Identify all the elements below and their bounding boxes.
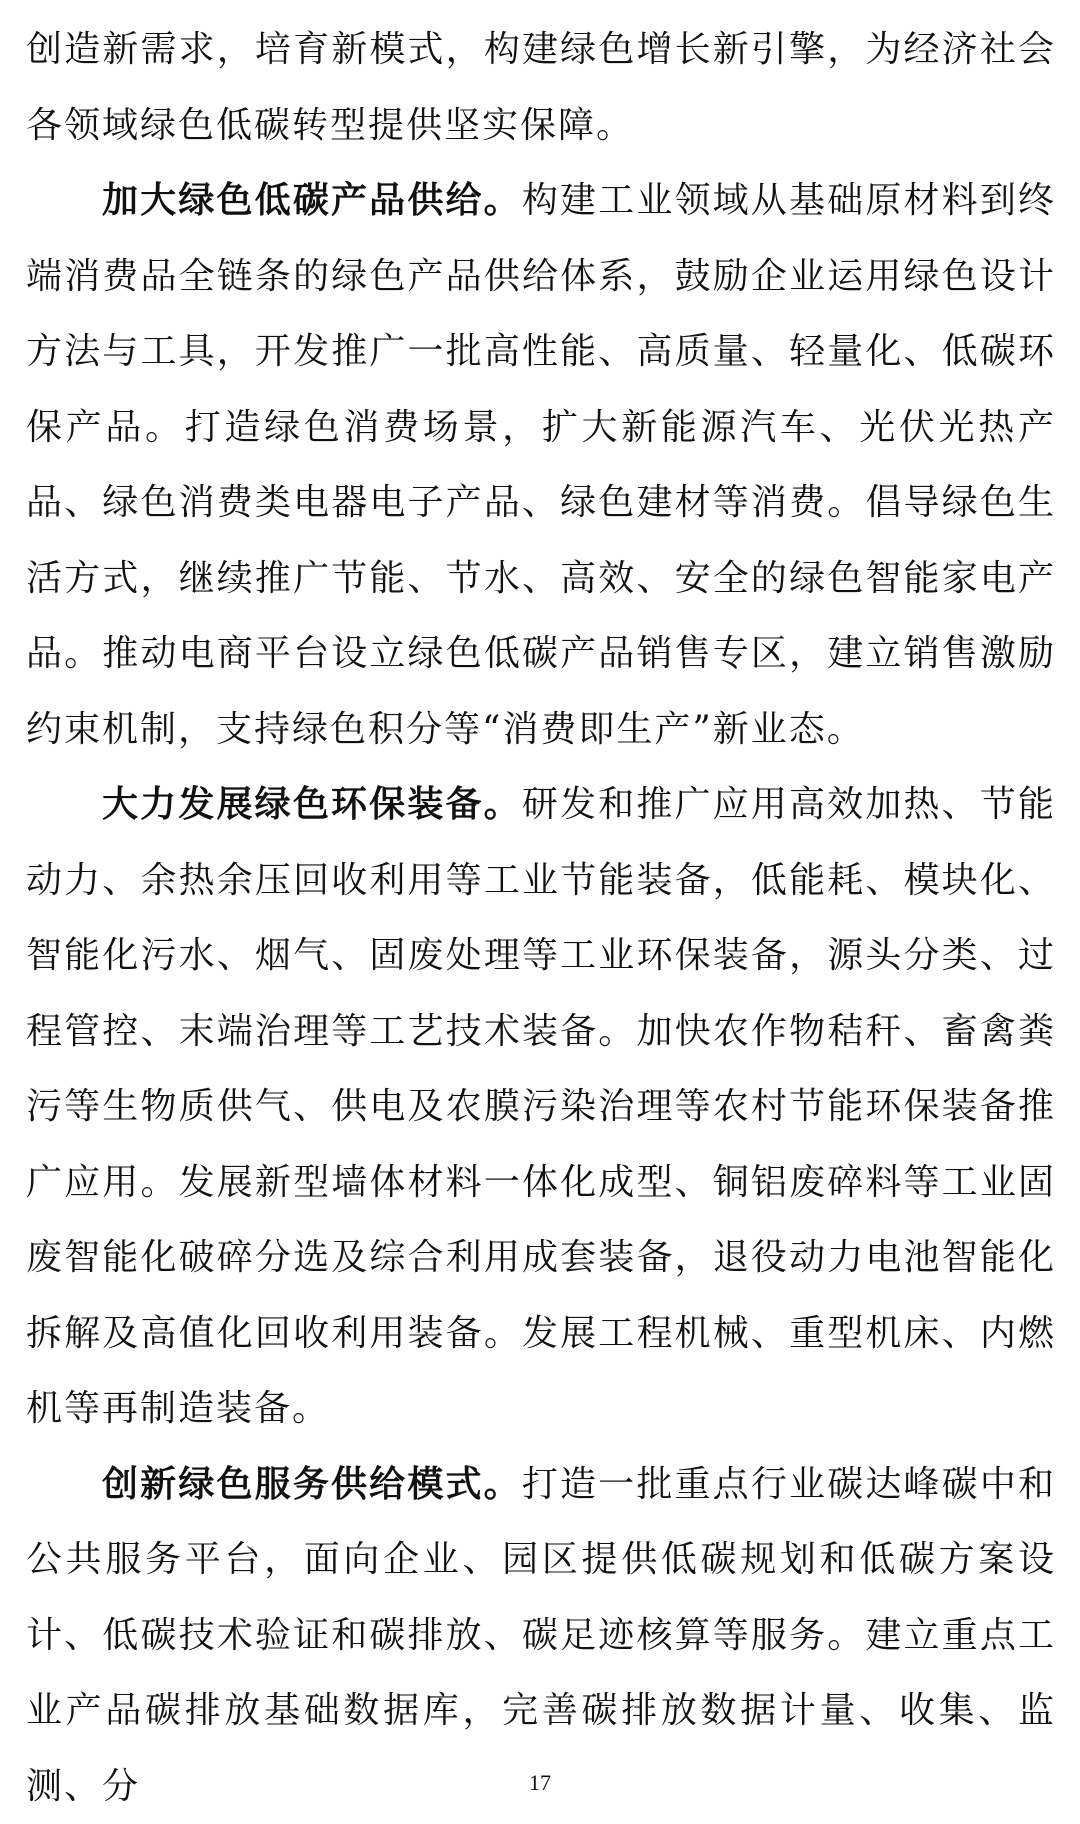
- paragraph-intro: [26, 12, 1056, 163]
- paragraph-green-services: [26, 1447, 1056, 1824]
- page-number: 17: [0, 1770, 1080, 1796]
- paragraph-text: 打造一批重点行业碳达峰碳中和公共服务平台，面向企业、园区提供低碳规划和低碳方案设计、低碳技术验证和碳排放、碳足迹核算等服务。建立重点工业产品碳排放基础数据库，完善碳排放数据计量、收集、监测、分: [26, 1464, 1056, 1807]
- paragraph-text: 构建工业领域从基础原材料到终端消费品全链条的绿色产品供给体系，鼓励企业运用绿色设计方法与工具，开发推广一批高性能、高质量、轻量化、低碳环保产品。打造绿色消费场景，扩大新能源汽车、光伏光热产品、绿色消费类电器电子产品、绿色建材等消费。倡导绿色生活方式，继续推广节能、节水、高效、安全的绿色智能家电产品。推动电商平台设立绿色低碳产品销售专区，建立销售激励约束机制，支持绿色积分等“消费即生产”新业态。: [26, 180, 1056, 750]
- paragraph-heading: 创新绿色服务供给模式。: [102, 1463, 522, 1505]
- paragraph-green-products: [26, 163, 1056, 767]
- paragraph-green-equipment: [26, 767, 1056, 1447]
- paragraph-heading: 大力发展绿色环保装备。: [102, 783, 522, 825]
- paragraph-text: 创造新需求，培育新模式，构建绿色增长新引擎，为经济社会各领域绿色低碳转型提供坚实保障。: [26, 29, 1056, 146]
- body-text: [26, 12, 1056, 1824]
- paragraph-text: 研发和推广应用高效加热、节能动力、余热余压回收利用等工业节能装备，低能耗、模块化、智能化污水、烟气、固废处理等工业环保装备，源头分类、过程管控、末端治理等工艺技术装备。加快农作物秸秆、畜禽粪污等生物质供气、供电及农膜污染治理等农村节能环保装备推广应用。发展新型墙体材料一体化成型、铜铝废碎料等工业固废智能化破碎分选及综合利用成套装备，退役动力电池智能化拆解及高值化回收利用装备。发展工程机械、重型机床、内燃机等再制造装备。: [26, 784, 1056, 1429]
- paragraph-heading: 加大绿色低碳产品供给。: [102, 179, 522, 221]
